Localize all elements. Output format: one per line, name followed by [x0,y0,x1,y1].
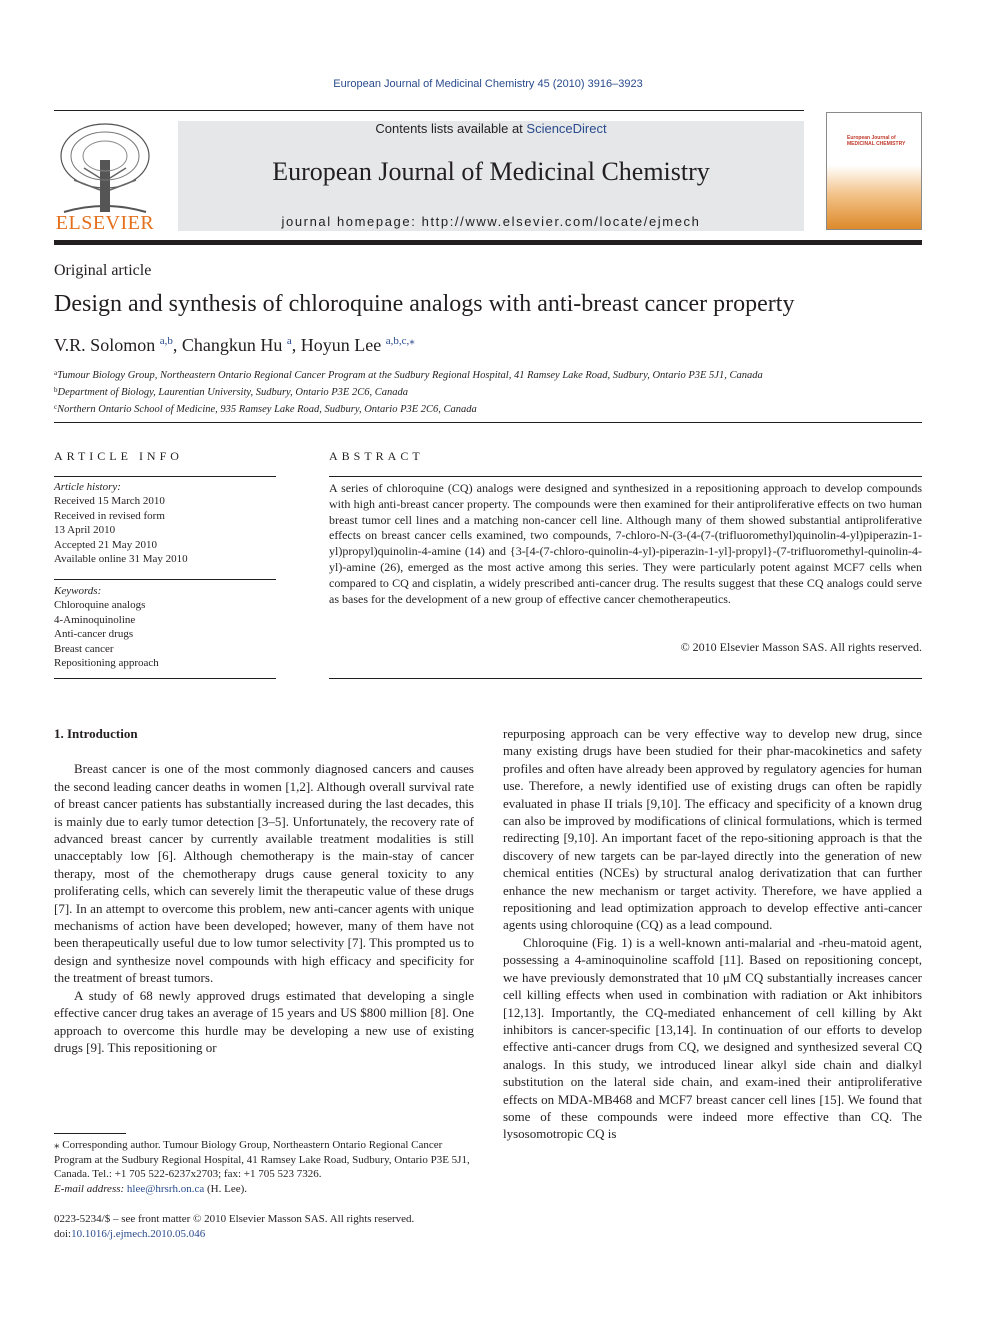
doi-link[interactable]: 10.1016/j.ejmech.2010.05.046 [71,1227,206,1240]
keywords [54,584,159,670]
author-separator: , [172,335,182,355]
journal-title: European Journal of Medicinal Chemistry [272,157,710,186]
body-paragraph: Breast cancer is one of the most commonly diagnosed cancers and causes the second leading cancer deaths in women [1,2]. Although overall survival rate of breast cancer patients has substantially increased during the last decades, this is mainly due to early tumor detection [3–5]. Unfortunately, the recovery rate of advanced breast cancer by currently available treatment modalities is still unacceptably low [6]. Although chemotherapy is the main-stay of cancer therapy, most of the chemotherapy drugs cause general toxicity to any proliferating cells, which can severely limit the therapeutic value of these drugs [7]. In an attempt to overcome this problem, new anti-cancer agents with unique mechanisms of action have been developed; however, many of them have not been therapeutically useful due to low tumor selectivity [7]. This prompted us to design and synthesize novel compounds with high efficacy and specificity for the treatment of breast tumors. [54,761,474,986]
keyword-item: Breast cancer [54,642,114,655]
affiliation-item: $^b$Department of Biology, Laurentian University, Sudbury, Ontario P3E 2C6, Canada [54,386,408,398]
author-affiliation-marks[interactable]: a [286,335,292,347]
contents-prefix: Contents lists available at [375,121,527,136]
email-suffix: (H. Lee). [204,1182,248,1195]
article-info-rule [54,579,276,580]
author-affiliation-marks[interactable]: a,b [159,335,173,347]
abstract-copyright: © 2010 Elsevier Masson SAS. All rights reserved. [680,640,922,654]
journal-homepage[interactable]: journal homepage: http://www.elsevier.com/locate/ejmech [281,214,701,229]
sciencedirect-link[interactable]: ScienceDirect [526,121,607,136]
author-name: V.R. Solomon [54,335,156,355]
history-label: Article history: [54,481,121,493]
keyword-item: Anti-cancer drugs [54,628,134,641]
keyword-item: Chloroquine analogs [54,599,146,612]
abstract-rule [329,678,922,679]
history-item: Received in revised form [54,509,165,522]
masthead-divider [54,240,922,245]
abstract-text: A series of chloroquine (CQ) analogs were designed and synthesized in a repositioning approach to develop compounds with high anti-breast cancer property. The compounds were then examined for their antiproliferative effects on two human breast tumor cell lines and a matching non-cancer cell line. Although many of them showed substantial antiproliferative effects on breast cancer cells examined, two compounds, 7-chloro-N-(3-(4-(7-(trifluoromethyl)quinolin-4-yl)piperazin-1-yl)propyl)quinolin-4-amine (14) and {3-[4-(7-chloro-quinolin-4-yl)-piperazin-1-yl]-propyl}-(7-trifluoromethyl-quinolin-4-yl)-amine (26), emerged as the most active among this series. They were particularly potent against MCF7 cells when compared to CQ and cisplatin, a widely prescribed anti-cancer drug. The results suggest that these CQ analogs could serve as bases for the development of a new group of effective cancer chemotherapeutics. [329,481,922,606]
front-matter [54,1212,474,1241]
section-heading: 1. Introduction [54,726,138,741]
article-type: Original article [54,262,152,279]
corresponding-author-footnote [54,1138,474,1196]
author-list [54,334,415,356]
article-info-rule [54,476,276,477]
keyword-item: Repositioning approach [54,657,159,670]
body-column-left [54,725,474,1056]
header-rule [54,110,804,111]
history-item: Received 15 March 2010 [54,495,165,508]
corresponding-author-text: ⁎ Corresponding author. Tumour Biology Group, Northeastern Ontario Regional Cancer Program at the Sudbury Regional Hospital, 41 Ramsey Lake Road, Sudbury, Ontario P3E 5J1, Canada. Tel.: +1 705 522-6237x2703; fax: +1 705 523 7326. [54,1139,470,1180]
affiliations [54,366,934,417]
abstract-heading: ABSTRACT [329,449,424,463]
contents-line [178,121,804,136]
issn-line: 0223-5234/$ – see front matter © 2010 Elsevier Masson SAS. All rights reserved. [54,1213,415,1225]
keywords-label: Keywords: [54,585,102,597]
article-info-heading: ARTICLE INFO [54,449,183,463]
journal-citation[interactable]: European Journal of Medicinal Chemistry 45 (2010) 3916–3923 [333,78,643,90]
affiliation-item: $^a$Tumour Biology Group, Northeastern Ontario Regional Cancer Program at the Sudbury Regional Hospital, 41 Ramsey Lake Road, Sudbury, Ontario P3E 5J1, Canada [54,369,763,381]
author-separator: , [291,335,301,355]
body-column-right [503,725,922,1143]
abstract-rule [329,476,922,477]
elsevier-wordmark[interactable]: ELSEVIER [55,212,155,234]
cover-title: European Journal of MEDICINAL CHEMISTRY [847,135,906,147]
body-paragraph: repurposing approach can be very effective way to develop new drug, since many existing drugs have been studied for their phar-macokinetics and safety profiles and often have already been approved by regulatory agencies for human use. Therefore, a newly identified use of existing drugs can often be rapidly evaluated in phase II trials [9,10]. The efficacy and specificity of a known drug can also be improved by modifications of clinical formulations, which is termed redirecting [9,10]. An important facet of the repo-sitioning approach is that the discovery of new targets can be par-layed directly into the generation of new chemical entities (NCEs) by structural analog derivatization that can further enhance the new mechanism or target activity. Therefore, we have applied a repositioning and lead optimization approach to develop effective anti-cancer agents using chloroquine (CQ) as a lead compound. [503,726,922,933]
history-item: Available online 31 May 2010 [54,553,188,566]
keyword-item: 4-Aminoquinoline [54,613,136,626]
doi-prefix: doi: [54,1227,72,1240]
footnote-rule [54,1133,126,1134]
history-item: Accepted 21 May 2010 [54,538,157,551]
article-title: Design and synthesis of chloroquine analogs with anti-breast cancer property [54,291,795,317]
author-name: Hoyun Lee [300,335,382,355]
email-label: E-mail address: [54,1182,127,1195]
email-link[interactable]: hlee@hrsrh.on.ca [126,1182,205,1195]
article-history [54,480,188,566]
article-info-rule [54,678,276,679]
body-paragraph: A study of 68 newly approved drugs estimated that developing a single effective cancer drug takes an average of 15 years and US $800 million [8]. One approach to overcome this hurdle may be developing a new use of existing drugs [9]. This repositioning or [54,987,474,1055]
author-name: Changkun Hu [181,335,283,355]
email-line [54,1182,474,1197]
history-item: 13 April 2010 [54,524,116,537]
doi-line [54,1227,474,1242]
journal-cover-thumbnail[interactable] [826,112,922,230]
section-divider [54,422,922,423]
author-affiliation-marks[interactable]: a,b,c,⁎ [385,335,415,347]
affiliation-item: $^c$Northern Ontario School of Medicine, 935 Ramsey Lake Road, Sudbury, Ontario P3E 2C6, Canada [54,403,477,415]
body-paragraph: Chloroquine (Fig. 1) is a well-known anti-malarial and -rheu-matoid agent, possessing a 4-aminoquinoline scaffold [11]. Based on repositioning concept, we have previously demonstrated that 10 μM CQ substantially increases cancer cell killing effects when used in combination with radiation or Akt inhibitors [12,13]. Importantly, the CQ-mediated enhancement of cell killing by Akt inhibitors is cancer-specific [13,14]. In continuation of our efforts to develop effective anti-cancer drugs from CQ, we designed and synthesized several CQ analogs. In this study, we introduced linear alkyl side chain and dialkyl substitution on the lateral side chain, and exam-ined their antiproliferative effects on MDA-MB468 and MCF7 breast cancer cell lines [15]. We found that some of these compounds were indeed more effective than CQ. The lysosomotropic CQ is [503,934,922,1142]
